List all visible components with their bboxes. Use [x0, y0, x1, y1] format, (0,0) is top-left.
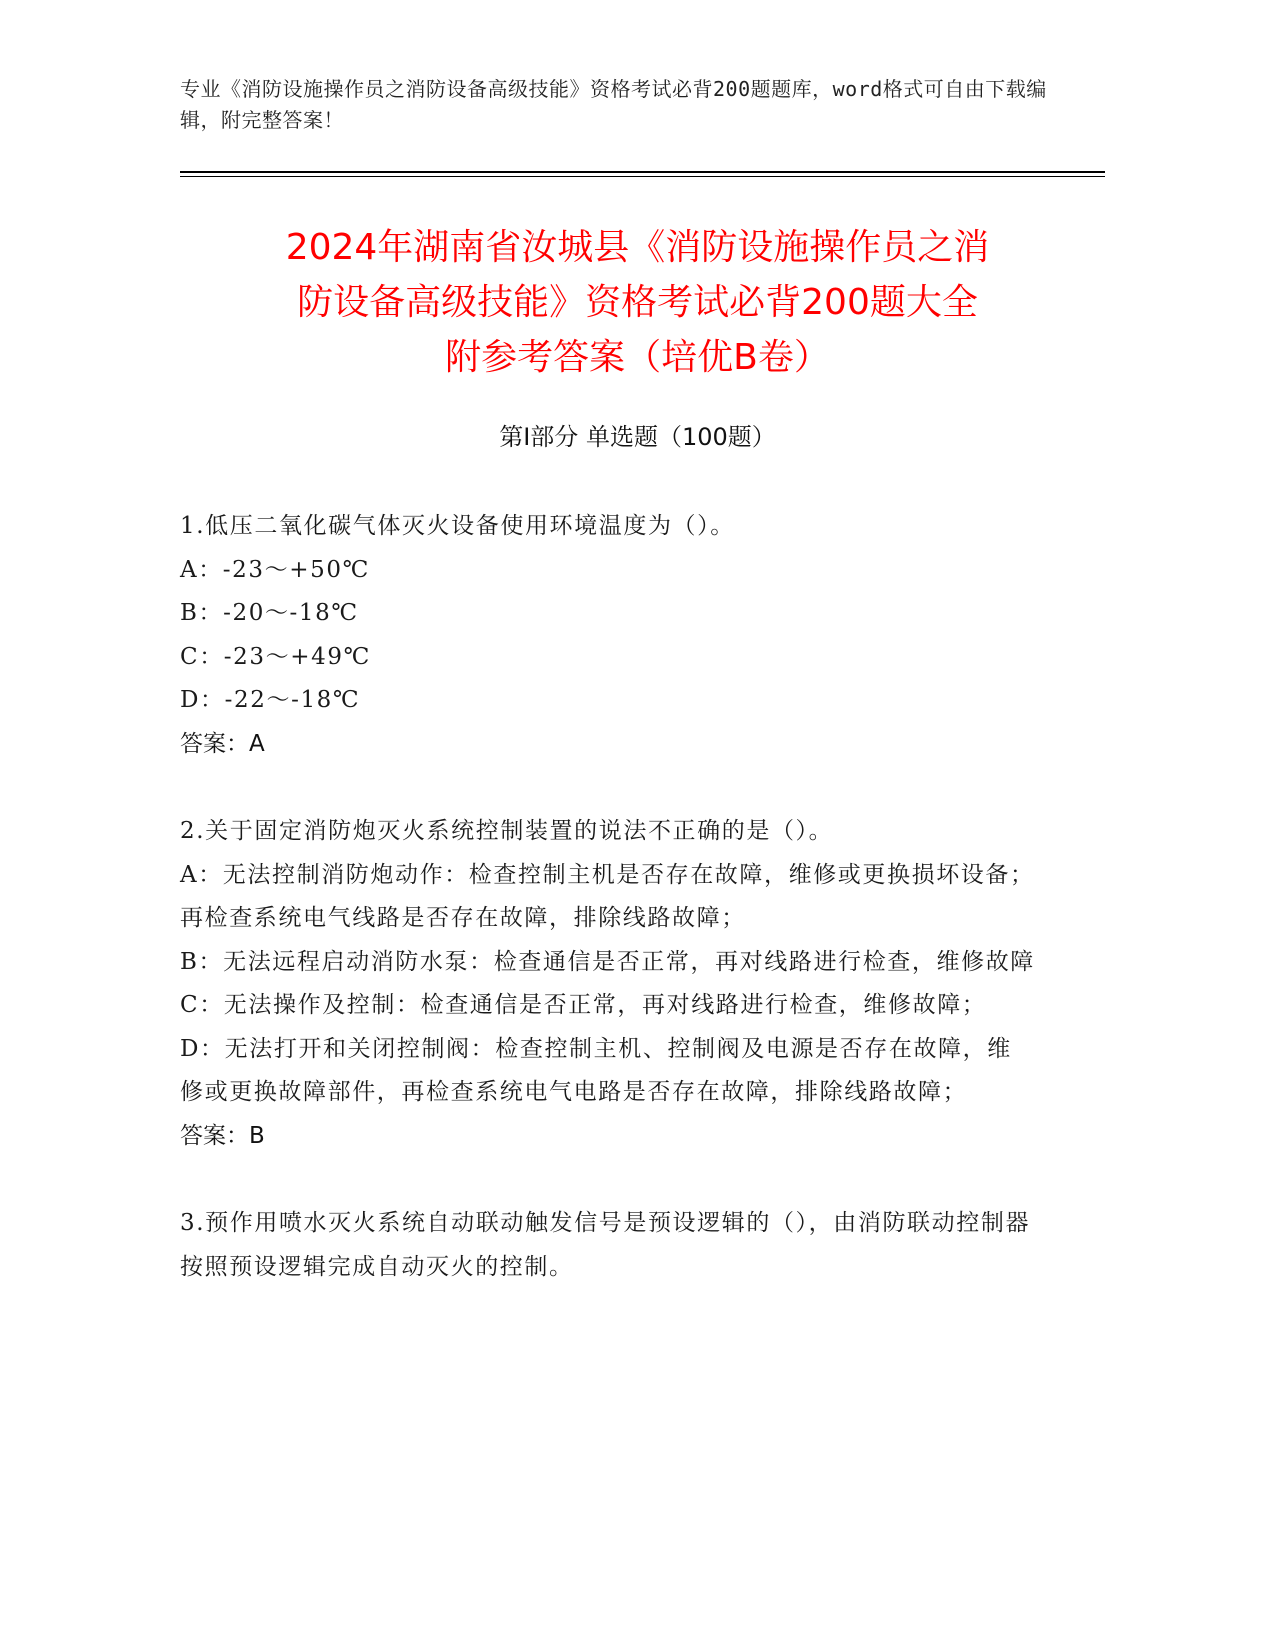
- page-header-note: 专业《消防设施操作员之消防设备高级技能》资格考试必背200题题库，word格式可自由下载编辑，附完整答案！: [180, 77, 1047, 132]
- question-1: [180, 505, 1035, 766]
- header-divider-thick: [180, 171, 1105, 173]
- option-c: C：无法操作及控制：检查通信是否正常，再对线路进行检查，维修故障；: [180, 992, 987, 1018]
- question-spacer: [180, 766, 1035, 810]
- answer-line: 答案：A: [180, 730, 265, 757]
- answer-line: 答案：B: [180, 1122, 265, 1149]
- option-d: D：无法打开和关闭控制阀：检查控制主机、控制阀及电源是否存在故障，维修或更换故障部件，再检查系统电气电路是否存在故障，排除线路故障；: [180, 1035, 1012, 1105]
- option-a: A：-23～+50℃: [180, 556, 370, 583]
- question-2: [180, 810, 1035, 1158]
- document-title-line-3: 附参考答案（培优B卷）: [445, 337, 830, 378]
- option-d: D：-22～-18℃: [180, 687, 361, 713]
- question-stem: 3.预作用喷水灭火系统自动联动触发信号是预设逻辑的（），由消防联动控制器按照预设逻辑完成自动灭火的控制。: [180, 1210, 1031, 1280]
- document-title-line-2: 防设备高级技能》资格考试必背200题大全: [297, 282, 978, 323]
- question-stem: 2.关于固定消防炮灭火系统控制装置的说法不正确的是（）。: [180, 818, 834, 844]
- question-stem: 1.低压二氧化碳气体灭火设备使用环境温度为（）。: [180, 513, 735, 539]
- option-b: B：-20～-18℃: [180, 600, 359, 626]
- question-list: [180, 505, 1035, 1289]
- document-title: [160, 220, 1115, 385]
- document-title-line-1: 2024年湖南省汝城县《消防设施操作员之消: [285, 227, 990, 268]
- question-spacer: [180, 1158, 1035, 1202]
- option-c: C：-23～+49℃: [180, 643, 371, 670]
- question-3: [180, 1202, 1035, 1289]
- option-a: A：无法控制消防炮动作：检查控制主机是否存在故障，维修或更换损坏设备；再检查系统电气线路是否存在故障，排除线路故障；: [180, 861, 1035, 931]
- header-divider-thin: [180, 176, 1105, 177]
- option-b: B：无法远程启动消防水泵：检查通信是否正常，再对线路进行检查，维修故障: [180, 948, 1035, 975]
- section-title: 第Ⅰ部分 单选题（100题）: [499, 423, 776, 451]
